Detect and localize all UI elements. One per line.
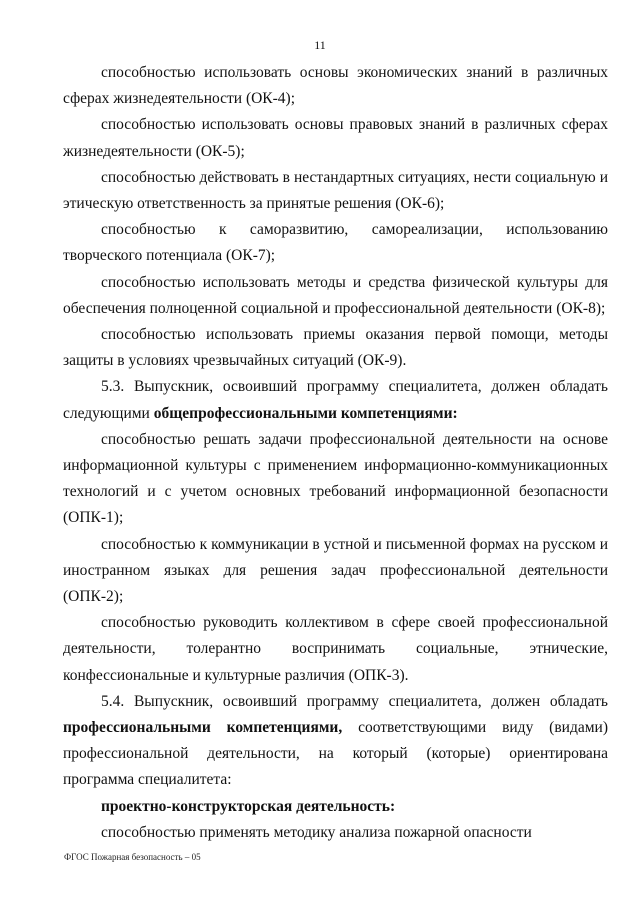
paragraph-opk3: способностью руководить коллективом в сфере своей профессиональной деятельности, толерантно воспринимать социальные, этнические, конфессиональные и культурные различия (ОПК-3).	[63, 614, 608, 684]
paragraph-5-4	[63, 689, 608, 794]
paragraph-opk1: способностью решать задачи профессиональной деятельности на основе информационной культуры с применением информационно-коммуникационных технологий и с учетом основных требований информационной безопасности (ОПК-1);	[63, 430, 608, 527]
paragraph-opk2: способностью к коммуникации в устной и письменной формах на русском и иностранном языках для решения задач профессиональной деятельности (ОПК-2);	[63, 535, 608, 606]
paragraph-5-4-tail: соответствующими виду (видами) профессиональной деятельности, на который (которые) ориентирована программа специалитета:	[63, 719, 608, 789]
paragraph-ok6: способностью действовать в нестандартных ситуациях, нести социальную и этическую ответственность за принятые решения (ОК-6);	[63, 168, 608, 213]
page-number: 11	[314, 38, 326, 52]
paragraph-5-4-bold: профессиональными компетенциями,	[63, 719, 343, 737]
paragraph-ok5: способностью использовать основы правовых знаний в различных сферах жизнедеятельности (ОК-5);	[63, 116, 608, 160]
footer-text: ФГОС Пожарная безопасность – 05	[64, 852, 201, 862]
paragraph-5-3-text: 5.3. Выпускник, освоивший программу специалитета, должен обладать следующими	[63, 378, 608, 422]
paragraph-5-3-bold: общепрофессиональными компетенциями:	[153, 404, 458, 422]
paragraph-ok7: способностью к саморазвитию, самореализации, использованию творческого потенциала (ОК-7);	[63, 221, 608, 265]
section-heading: проектно-конструкторская деятельность:	[101, 797, 396, 815]
paragraph-5-4-text: 5.4. Выпускник, освоивший программу специалитета, должен обладать	[101, 692, 608, 710]
paragraph-5-3	[63, 374, 608, 426]
body-text	[63, 60, 608, 846]
paragraph-pk-start: способностью применять методику анализа пожарной опасности	[101, 823, 532, 841]
paragraph-ok4: способностью использовать основы экономических знаний в различных сферах жизнедеятельности (ОК-4);	[63, 64, 608, 108]
paragraph-ok8: способностью использовать методы и средства физической культуры для обеспечения полноценной социальной и профессиональной деятельности (ОК-8);	[63, 273, 608, 317]
paragraph-ok9: способностью использовать приемы оказания первой помощи, методы защиты в условиях чрезвычайных ситуаций (ОК-9).	[63, 326, 608, 370]
